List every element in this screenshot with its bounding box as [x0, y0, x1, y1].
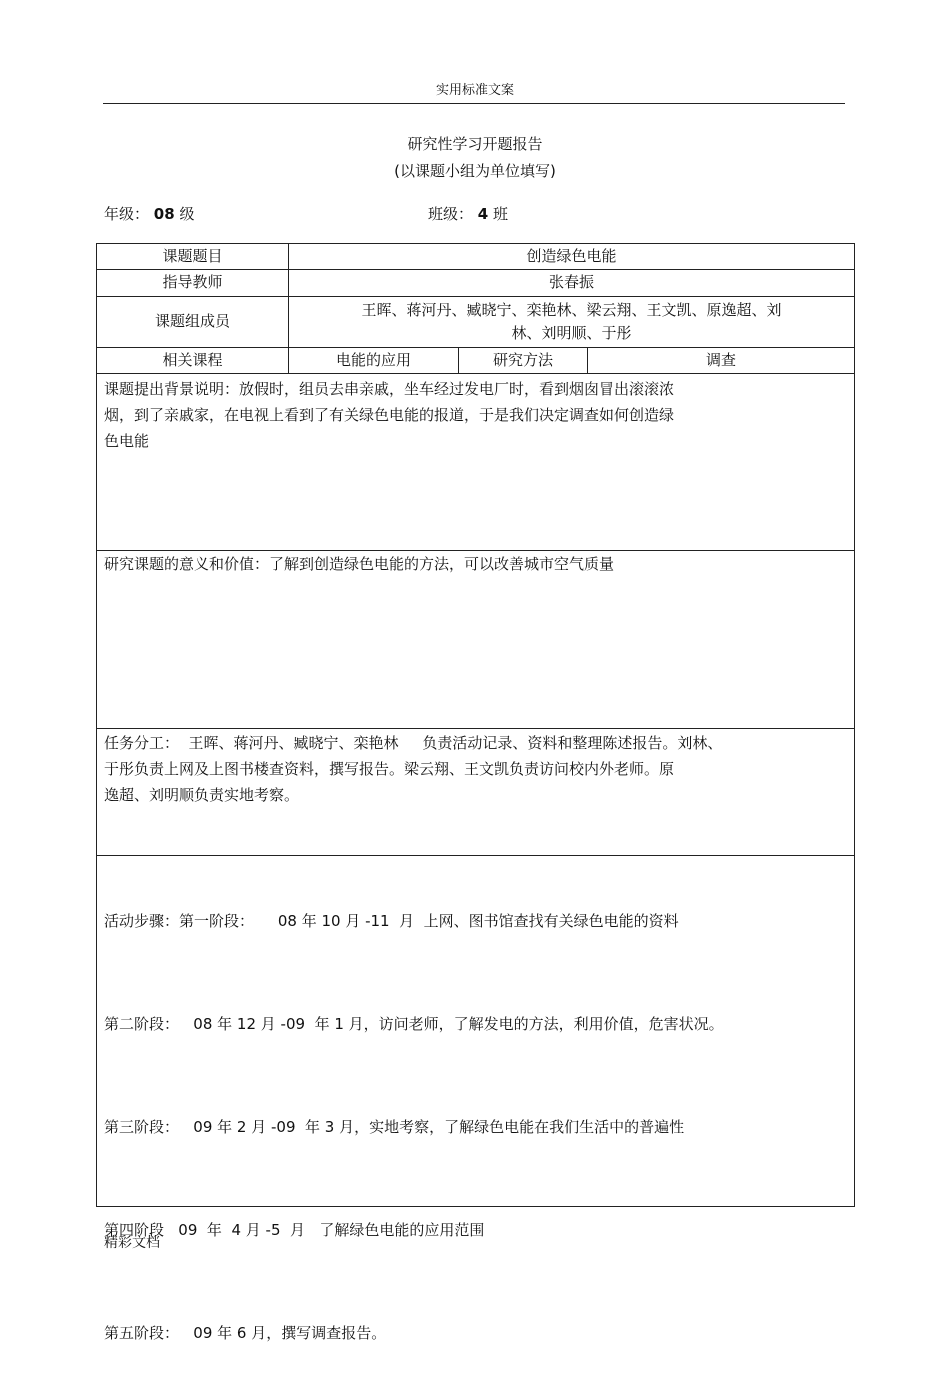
steps-section [104, 856, 724, 1398]
tasks-line-1: 任务分工： 王晖、蒋河丹、臧晓宁、栾艳林 负责活动记录、资料和整理陈述报告。刘林、 [104, 734, 723, 752]
class-unit: 班 [493, 205, 509, 223]
background-line-1: 课题提出背景说明：放假时，组员去串亲戚，坐车经过发电厂时，看到烟囱冒出滚滚浓 [104, 380, 675, 398]
page-header: 实用标准文案 [435, 83, 514, 98]
topic-value: 创造绿色电能 [526, 246, 617, 265]
tasks-line-2: 于彤负责上网及上图书楼查资料，撰写报告。梁云翔、王文凯负责访问校内外老师。原 [104, 760, 675, 778]
header-rule [103, 103, 845, 104]
topic-label: 课题题目 [162, 246, 223, 265]
grade-label: 年级： [104, 205, 150, 223]
method-value: 调查 [705, 350, 736, 369]
method-label: 研究方法 [492, 350, 553, 369]
step-3: 第三阶段： 09 年 2 月 -09 年 3 月，实地考察，了解绿色电能在我们生活中的普遍性 [104, 1118, 685, 1136]
step-1: 活动步骤：第一阶段： 08 年 10 月 -11 月 上网、图书馆查找有关绿色电能的资料 [104, 912, 679, 930]
class-value: 4 [477, 205, 489, 223]
background-section [104, 376, 674, 454]
page-footer: 精彩文档 [104, 1235, 160, 1251]
course-label: 相关课程 [162, 350, 223, 369]
members-line-2: 林、刘明顺、于彤 [511, 324, 632, 342]
significance-line-1: 研究课题的意义和价值：了解到创造绿色电能的方法，可以改善城市空气质量 [104, 555, 615, 573]
step-5: 第五阶段： 09 年 6 月，撰写调查报告。 [104, 1324, 387, 1342]
course-value: 电能的应用 [335, 350, 411, 369]
teacher-label: 指导教师 [162, 273, 223, 292]
background-line-3: 色电能 [104, 432, 150, 450]
tasks-section [104, 730, 722, 808]
teacher-value: 张春振 [548, 273, 594, 292]
members-value [289, 297, 854, 347]
document-subtitle: (以课题小组为单位填写) [394, 162, 556, 180]
class-field [428, 203, 508, 224]
document-title: 研究性学习开题报告 [407, 135, 543, 153]
members-line-1: 王晖、蒋河丹、臧晓宁、栾艳林、梁云翔、王文凯、原逸超、刘 [361, 300, 782, 319]
row-divider [97, 373, 854, 374]
members-label: 课题组成员 [154, 312, 230, 331]
tasks-line-3: 逸超、刘明顺负责实地考察。 [104, 786, 300, 804]
grade-field [104, 203, 194, 224]
class-label: 班级： [428, 205, 474, 223]
grade-unit: 级 [179, 205, 195, 223]
step-4: 第四阶段 09 年 4 月 -5 月 了解绿色电能的应用范围 [104, 1221, 485, 1239]
background-line-2: 烟，到了亲戚家，在电视上看到了有关绿色电能的报道，于是我们决定调查如何创造绿 [104, 406, 675, 424]
step-2: 第二阶段： 08 年 12 月 -09 年 1 月，访问老师，了解发电的方法，利用价值，危害状况。 [104, 1015, 724, 1033]
significance-section [104, 551, 614, 577]
grade-value: 08 [153, 205, 175, 223]
section-divider [97, 728, 854, 729]
